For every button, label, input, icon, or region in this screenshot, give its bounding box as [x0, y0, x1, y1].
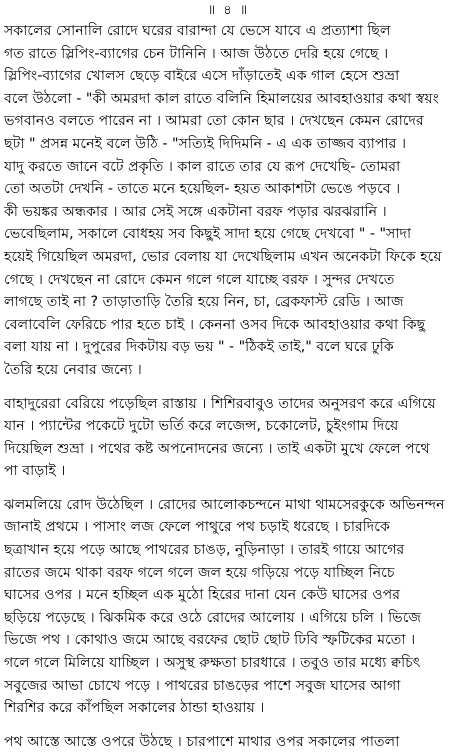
- text-line: শিরশির করে কাঁপছিল সকালের ঠান্ডা হাওয়ায় ।: [4, 700, 265, 717]
- text-line: গেছে । দেখছেন না রোদে কেমন গলে গলে যাচ্ছে বরফ । সুন্দর দেখতে: [4, 271, 395, 288]
- text-line: সকালের সোনালি রোদে ঘরের বারান্দা যে ভেসে যাবে এ প্রত্যাশা ছিল: [4, 23, 391, 39]
- text-line: হয়েই গিয়েছিল অমরদা, ভোর বেলায় যা দেখেছিলাম এখন অনেকটা ফিকে হয়ে: [4, 248, 442, 265]
- text-line: ভগবানও বলতে পারেন না । আমরা তো কোন ছার । দেখছেন কেমন রোদের: [4, 113, 424, 130]
- text-line: ভেবেছিলাম, সকালে বোধহয় সব কিছুই সাদা হয়ে গেছে দেখবো " - "সাদা: [4, 226, 412, 243]
- text-line: সবুজের আভা চোখে পড়ে । পাথরের চাঙড়ের পাশে সবুজ ঘাসের আগা: [4, 677, 401, 694]
- paragraph-gap: [4, 483, 453, 494]
- text-line: তৈরি হয়ে নেবার জন্যে ।: [4, 361, 142, 378]
- text-line: গত রাতে স্লিপিং-ব্যাগের চেন টানিনি । আজ উঠতে দেরি হয়ে গেছে ।: [4, 45, 389, 62]
- text-line: ঘাসের ওপর । মনে হচ্ছিল এক মুঠো হিরের দানা যেন কেউ ঘাসের ওপর: [4, 587, 401, 604]
- text-line: কী ভয়ঙ্কর অন্ধকার । আর সেই সঙ্গে একটানা বরফ পড়ার ঝরঝরানি ।: [4, 203, 387, 220]
- text-line: তো অতটা দেখনি - তাতে মনে হয়েছিল- হয়ত আকাশটা ভেঙে পড়বে ।: [4, 181, 401, 198]
- text-line: বাহাদুরেরা বেরিয়ে পড়েছিল রাস্তায় । শিশিরবাবুও তাদের অনুসরণ করে এগিয়ে: [4, 395, 436, 412]
- paragraph: [4, 20, 453, 382]
- text-line: ছত্রাখান হয়ে পড়ে আছে পাথরের চাঙড়, নুড়িনাড়া । তারই গায়ে আগের: [4, 542, 405, 559]
- text-line: ছড়িয়ে পড়েছে । ঝিকমিক করে ওঠে রোদের আলোয় । এগিয়ে চলি । ভিজে: [4, 609, 422, 626]
- text-line: লাগছে তাই না ? তাড়াতাড়ি তৈরি হয়ে নিন, চা, ব্রেকফাস্ট রেডি । আজ: [4, 294, 404, 311]
- body-text: [4, 20, 453, 753]
- paragraph: [4, 494, 453, 720]
- text-line: পা বাড়াই ।: [4, 463, 66, 480]
- text-line: স্লিপিং-ব্যাগের খোলস ছেড়ে বাইরে এসে দাঁড়াতেই এক গাল হেসে শুভ্রা: [4, 68, 400, 85]
- text-line: রাতের জমে থাকা বরফ গলে গলে জল হয়ে গড়িয়ে পড়ে যাচ্ছিল নিচে: [4, 564, 395, 581]
- page-number: ॥ ৪ ॥: [207, 3, 250, 18]
- paragraph-gap: [4, 720, 453, 731]
- text-line: বলে উঠলো - "কী অমরদা কাল রাতে বলিনি হিমালয়ের আবহাওয়ার কথা স্বয়ং: [4, 90, 439, 107]
- text-line: জানাই প্রথমে । পাসাং লজ ফেলে পাথুরে পথ চড়াই ধরেছে । চারদিকে: [4, 519, 390, 536]
- text-line: ভিজে পথ । কোথাও জমে আছে বরফের ছোট ছোট ঢিবি স্ফটিকের মতো ।: [4, 632, 416, 649]
- text-line: যান । প্যান্টের পকেটে দুটো ভর্তি করে লজেন্স, চকোলেট, চুইংগাম দিয়ে: [4, 418, 399, 435]
- text-line: গলে গলে মিলিয়ে যাচ্ছিল । অসুস্থ রুক্ষতা চারধারে । তবুও তার মধ্যে ক্বচিৎ: [4, 655, 421, 672]
- text-line: বেলাবেলি ফেরিচে পার হতে চাই । কেননা ওসব দিকে আবহাওয়ার কথা কিছু: [4, 316, 426, 333]
- text-line: যাদু করতে জানে বটে প্রকৃতি । কাল রাতে তার যে রূপ দেখেছি- তোমরা: [4, 158, 401, 175]
- text-line: পথ আস্তে আস্তে ওপরে উঠছে । চারপাশে মাথার ওপর সকালের পাতলা: [4, 733, 400, 750]
- text-line: ঝলমলিয়ে রোদ উঠেছিল । রোদের আলোকচন্দনে মাথা থামসেরকুকে অভিনন্দন: [4, 496, 445, 513]
- text-line: দিয়েছিল শুভ্রা । পথের কষ্ট অপনোদনের জন্যে । তাই একটা মুখে ফেলে পথে: [4, 440, 430, 457]
- paragraph: [4, 393, 453, 483]
- text-line: ছটা " প্রসন্ন মনেই বলে উঠি - "সত্যিই দিদিমনি - এ এক তাজ্জব ব্যাপার ।: [4, 135, 407, 152]
- paragraph: [4, 731, 453, 753]
- text-line: বলা যায় না । দুপুরের দিকটায় বড় ভয় " - "ঠিকই তাই," বলে ঘরে ঢুকি: [4, 339, 394, 356]
- paragraph-gap: [4, 382, 453, 393]
